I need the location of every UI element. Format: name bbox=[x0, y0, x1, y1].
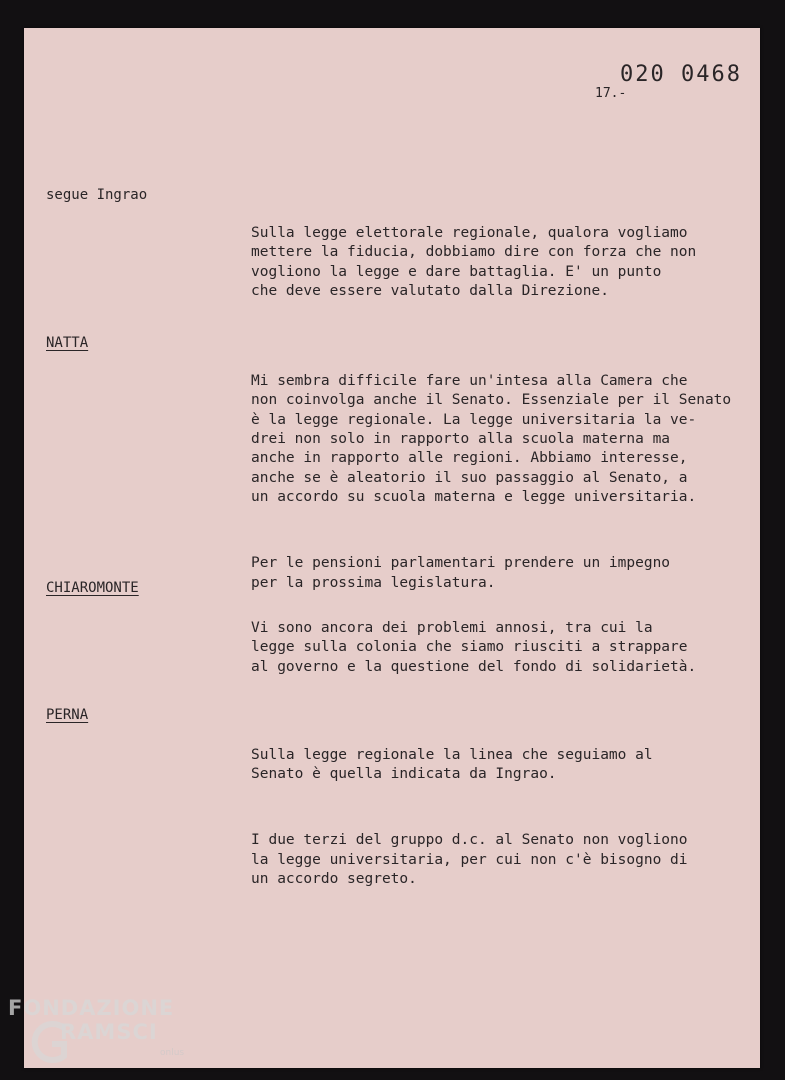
paragraph: Mi sembra difficile fare un'intesa alla Camera che non coinvolga anche il Senato. Essenziale per il Senato è la legge regionale. La legge universitaria la ve- drei non solo in rapporto alla scuola materna ma anche in rapporto alle regioni. Abbiamo interesse, anche se è aleatorio il suo passaggio al Senato, a un accordo su scuola materna e legge universitaria. bbox=[251, 372, 732, 506]
speaker-label: segue Ingrao bbox=[46, 187, 148, 203]
logo-line-3: onlus bbox=[160, 1048, 185, 1058]
fondazione-gramsci-logo bbox=[0, 992, 200, 1080]
logo-line-1: FONDAZIONE bbox=[8, 996, 175, 1020]
paragraph: Per le pensioni parlamentari prendere un impegno per la prossima legislatura. bbox=[251, 555, 671, 591]
speaker-label: NATTA bbox=[46, 335, 89, 351]
paragraph: I due terzi del gruppo d.c. al Senato non vogliono la legge universitaria, per cui non c'è bisogno di un accordo segreto. bbox=[251, 832, 688, 888]
speech-block bbox=[251, 333, 785, 621]
logo-line-2: RAMSCI bbox=[60, 1020, 158, 1044]
paragraph: Sulla legge elettorale regionale, qualora vogliamo mettere la fiducia, dobbiamo dire con forza che non vogliono la legge e dare battaglia. E' un punto che deve essere valutato dalla Direzione. bbox=[251, 224, 697, 300]
speaker-label: PERNA bbox=[46, 707, 89, 723]
speech-block bbox=[251, 707, 785, 917]
speech-block bbox=[251, 185, 785, 329]
speaker-label: CHIAROMONTE bbox=[46, 580, 139, 596]
speech-block bbox=[251, 580, 785, 704]
page-number: 17.- bbox=[595, 86, 627, 101]
archive-number: 020 0468 bbox=[620, 62, 742, 87]
paragraph: Vi sono ancora dei problemi annosi, tra cui la legge sulla colonia che siamo riusciti a strappare al governo e la questione del fondo di solidarietà. bbox=[251, 619, 697, 675]
paragraph: Sulla legge regionale la linea che seguiamo al Senato è quella indicata da Ingrao. bbox=[251, 746, 653, 783]
